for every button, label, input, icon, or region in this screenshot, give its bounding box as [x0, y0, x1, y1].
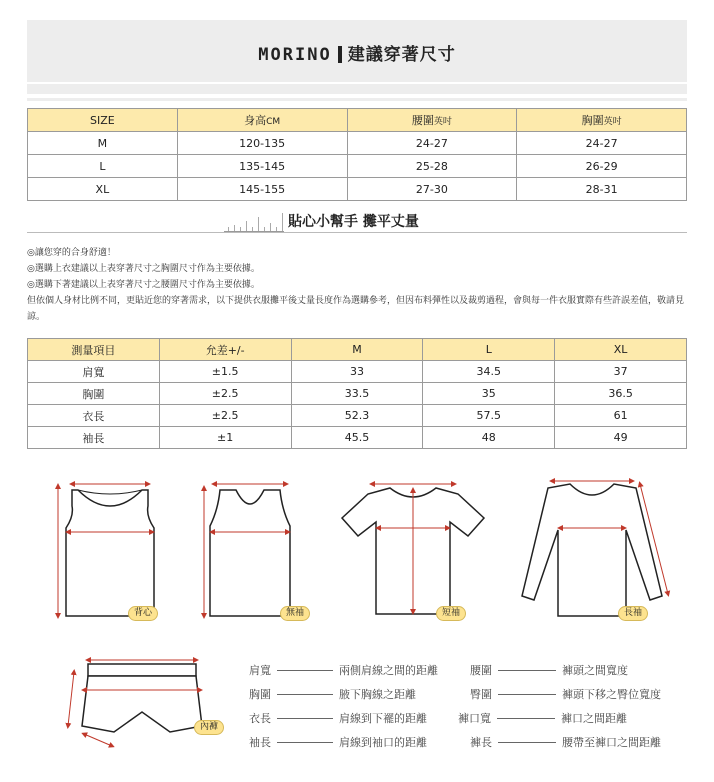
table-row: [28, 361, 687, 383]
short-sleeve-diagram: [338, 476, 488, 622]
table-row: [28, 178, 687, 201]
col-unit-label: CM: [266, 117, 281, 127]
brand-separator: [338, 46, 342, 63]
table-cell: 24-27: [347, 132, 517, 155]
tips-title: 貼心小幫手 攤平丈量: [288, 214, 419, 230]
notes-block: [27, 245, 689, 325]
underwear-diagram: [60, 656, 220, 756]
size-table-col-header: [347, 109, 517, 132]
table-cell: 25-28: [347, 155, 517, 178]
legend-term: 袖長: [249, 736, 271, 749]
table-cell: 48: [423, 427, 555, 449]
note-line: ◎選購下著建議以上表穿著尺寸之腰圍尺寸作為主要依據。: [27, 280, 260, 290]
table-cell: 袖長: [28, 427, 160, 449]
tips-divider: [27, 232, 687, 233]
garment-label: 內褲: [194, 720, 224, 735]
legend-item: [470, 734, 661, 750]
col-main-label: 身高: [244, 114, 267, 127]
legend-item: [458, 710, 627, 726]
page-title: 建議穿著尺寸: [347, 45, 456, 65]
tips-heading: [224, 212, 419, 232]
col-main-label: SIZE: [90, 113, 115, 127]
table-cell: 26-29: [517, 155, 687, 178]
size-table-body: [28, 132, 687, 201]
table-cell: M: [28, 132, 178, 155]
sleeveless-diagram: [200, 476, 300, 622]
table-row: [28, 405, 687, 427]
legend-term: 褲長: [470, 736, 492, 749]
table-cell: XL: [28, 178, 178, 201]
table-cell: 36.5: [555, 383, 687, 405]
measure-table-col-header: L: [423, 339, 555, 361]
table-cell: 37: [555, 361, 687, 383]
table-cell: 45.5: [291, 427, 423, 449]
table-cell: L: [28, 155, 178, 178]
garment-label: 長袖: [618, 606, 648, 621]
brand-logo: MORINO: [258, 45, 332, 65]
measure-table-col-header: 測量項目: [28, 339, 160, 361]
table-cell: 肩寬: [28, 361, 160, 383]
table-cell: 28-31: [517, 178, 687, 201]
table-row: [28, 155, 687, 178]
col-main-label: 腰圍: [411, 114, 434, 127]
table-cell: ±1.5: [159, 361, 291, 383]
col-main-label: 胸圍: [581, 114, 604, 127]
table-cell: ±1: [159, 427, 291, 449]
legend-item: [249, 734, 427, 750]
legend-desc: 褲頭之間寬度: [562, 664, 628, 677]
table-cell: 33.5: [291, 383, 423, 405]
legend-term: 肩寬: [249, 664, 271, 677]
measure-table-col-header: XL: [555, 339, 687, 361]
legend-desc: 肩線到袖口的距離: [339, 736, 427, 749]
ruler-icon: [224, 212, 284, 232]
table-cell: 57.5: [423, 405, 555, 427]
legend-item: [249, 662, 438, 678]
legend-term: 衣長: [249, 712, 271, 725]
legend-desc: 褲頭下移之臀位寬度: [562, 688, 661, 701]
table-cell: 52.3: [291, 405, 423, 427]
table-cell: 135-145: [177, 155, 347, 178]
note-line: ◎讓您穿的合身舒適！: [27, 248, 116, 258]
size-table-col-header: [28, 109, 178, 132]
legend-term: 腰圍: [470, 664, 492, 677]
table-cell: ±2.5: [159, 405, 291, 427]
size-table-col-header: [177, 109, 347, 132]
measure-table-col-header: 允差+/-: [159, 339, 291, 361]
table-cell: 33: [291, 361, 423, 383]
size-table-header: [28, 109, 687, 132]
table-cell: 24-27: [517, 132, 687, 155]
table-cell: 35: [423, 383, 555, 405]
measure-table-col-header: M: [291, 339, 423, 361]
size-table-col-header: [517, 109, 687, 132]
page-header: [0, 40, 714, 65]
legend-desc: 褲口之間距離: [561, 712, 627, 725]
note-line: 但依個人身材比例不同，更貼近您的穿著需求，以下提供衣服攤平後丈量長度作為選購參考，但因布料彈性以及裁剪過程，會與每一件衣服實際有些許誤差值，敬請見諒。: [27, 296, 685, 322]
table-cell: 胸圍: [28, 383, 160, 405]
note-line: ◎選購上衣建議以上表穿著尺寸之胸圍尺寸作為主要依據。: [27, 264, 260, 274]
table-cell: ±2.5: [159, 383, 291, 405]
legend-desc: 肩線到下襬的距離: [339, 712, 427, 725]
col-unit-label: 英吋: [433, 117, 452, 127]
header-stripe: [27, 84, 687, 94]
table-cell: 27-30: [347, 178, 517, 201]
legend-term: 褲口寬: [458, 712, 491, 725]
table-cell: 34.5: [423, 361, 555, 383]
legend-desc: 腋下胸線之距離: [339, 688, 416, 701]
size-table: [27, 108, 687, 201]
measure-table-header: [28, 339, 687, 361]
table-row: [28, 383, 687, 405]
table-cell: 120-135: [177, 132, 347, 155]
measure-table-body: [28, 361, 687, 449]
table-cell: 145-155: [177, 178, 347, 201]
legend-item: [470, 662, 628, 678]
legend-desc: 兩側肩線之間的距離: [339, 664, 438, 677]
col-unit-label: 英吋: [603, 117, 622, 127]
table-row: [28, 427, 687, 449]
measure-table: [27, 338, 687, 449]
legend-desc: 腰帶至褲口之間距離: [562, 736, 661, 749]
table-cell: 衣長: [28, 405, 160, 427]
garment-label: 短袖: [436, 606, 466, 621]
legend-item: [249, 686, 416, 702]
table-cell: 61: [555, 405, 687, 427]
header-thin-line: [27, 98, 687, 101]
tank-top-diagram: [50, 476, 165, 622]
legend-item: [249, 710, 427, 726]
garment-label: 背心: [128, 606, 158, 621]
legend-item: [470, 686, 661, 702]
table-cell: 49: [555, 427, 687, 449]
table-row: [28, 132, 687, 155]
garment-label: 無袖: [280, 606, 310, 621]
long-sleeve-diagram: [512, 476, 672, 622]
legend-term: 胸圍: [249, 688, 271, 701]
legend-term: 臀圍: [470, 688, 492, 701]
